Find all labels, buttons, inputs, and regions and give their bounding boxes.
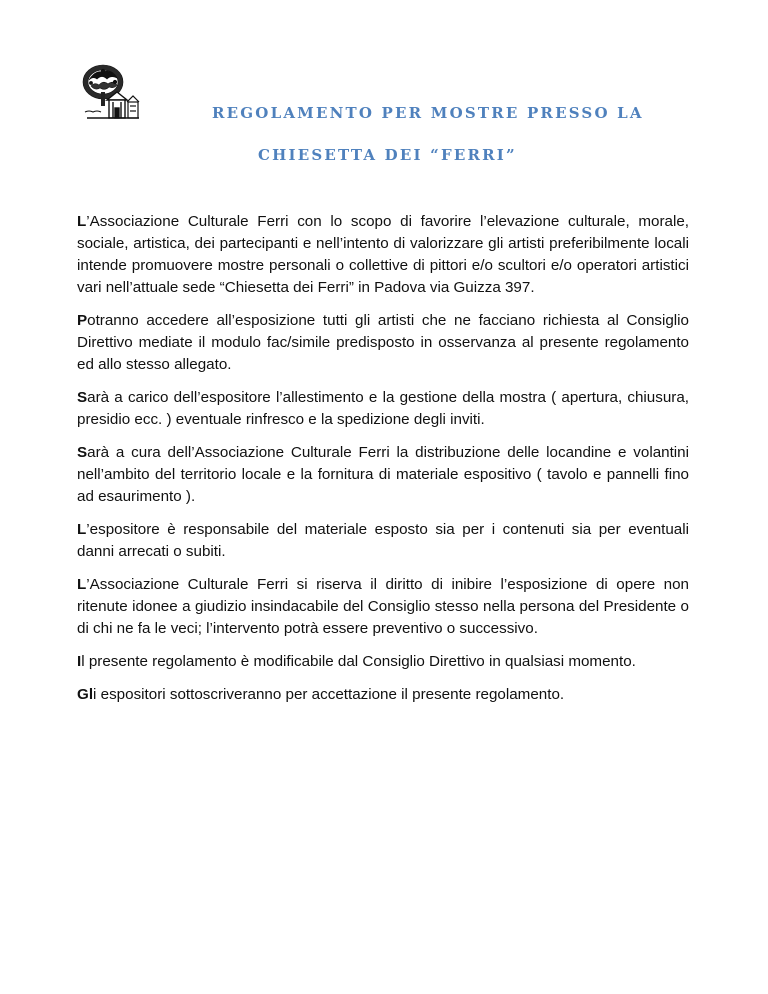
tree-church-logo-icon: [77, 62, 141, 124]
paragraph: [77, 387, 689, 431]
paragraph-text: ’Associazione Culturale Ferri si riserva il diritto di inibire l’esposizione di opere non ritenute idonee a giudizio insindacabile del Consiglio stesso nella persona del Presidente o di chi ne fa le veci; l’intervento potrà essere preventivo o successivo.: [77, 576, 689, 637]
paragraph-text: i espositori sottoscriveranno per accettazione il presente regolamento.: [93, 686, 565, 703]
paragraph-initial: P: [77, 312, 88, 329]
paragraph-text: l presente regolamento è modificabile dal Consiglio Direttivo in qualsiasi momento.: [81, 653, 636, 670]
paragraph: [77, 211, 689, 299]
paragraph-initial: L: [77, 213, 87, 230]
paragraph-text: arà a cura dell’Associazione Culturale Ferri la distribuzione delle locandine e volantini nell’ambito del territorio locale e la fornitura di materiale espositivo ( tavolo e pannelli fino ad esaurimento ).: [77, 444, 689, 505]
paragraph-initial: L: [77, 576, 87, 593]
paragraph-text: ’Associazione Culturale Ferri con lo scopo di favorire l’elevazione culturale, morale, sociale, artistica, dei partecipanti e nell’intento di valorizzare gli artisti preferibilmente locali intende promuovere mostre personali o collettive di pittori e/o scultori e/o operatori artistici vari nell’attuale sede “Chiesetta dei Ferri” in Padova via Guizza 397.: [77, 213, 689, 296]
paragraph-initial: S: [77, 389, 88, 406]
paragraph-initial: S: [77, 444, 88, 461]
paragraph: [77, 574, 689, 640]
paragraph-text: ’espositore è responsabile del materiale esposto sia per i contenuti sia per eventuali danni arrecati o subiti.: [77, 521, 689, 560]
title-line-1: REGOLAMENTO PER MOSTRE PRESSO LA: [212, 104, 644, 122]
paragraph: [77, 519, 689, 563]
paragraph: [77, 310, 689, 376]
paragraph-text: arà a carico dell’espositore l’allestimento e la gestione della mostra ( apertura, chiusura, presidio ecc. ) eventuale rinfresco e la spedizione degli inviti.: [77, 389, 689, 428]
paragraph-initial: Gl: [77, 686, 94, 703]
title-line-2: CHIESETTA DEI “FERRI”: [258, 146, 517, 164]
paragraph: [77, 684, 689, 706]
paragraph: [77, 442, 689, 508]
paragraph-initial: L: [77, 521, 87, 538]
paragraph: [77, 651, 689, 673]
paragraph-text: otranno accedere all’esposizione tutti gli artisti che ne facciano richiesta al Consiglio Direttivo mediate il modulo fac/simile predisposto in osservanza al presente regolamento ed allo stesso allegato.: [77, 312, 689, 373]
regulation-body: [77, 211, 689, 717]
paragraph-initial: I: [77, 653, 82, 670]
